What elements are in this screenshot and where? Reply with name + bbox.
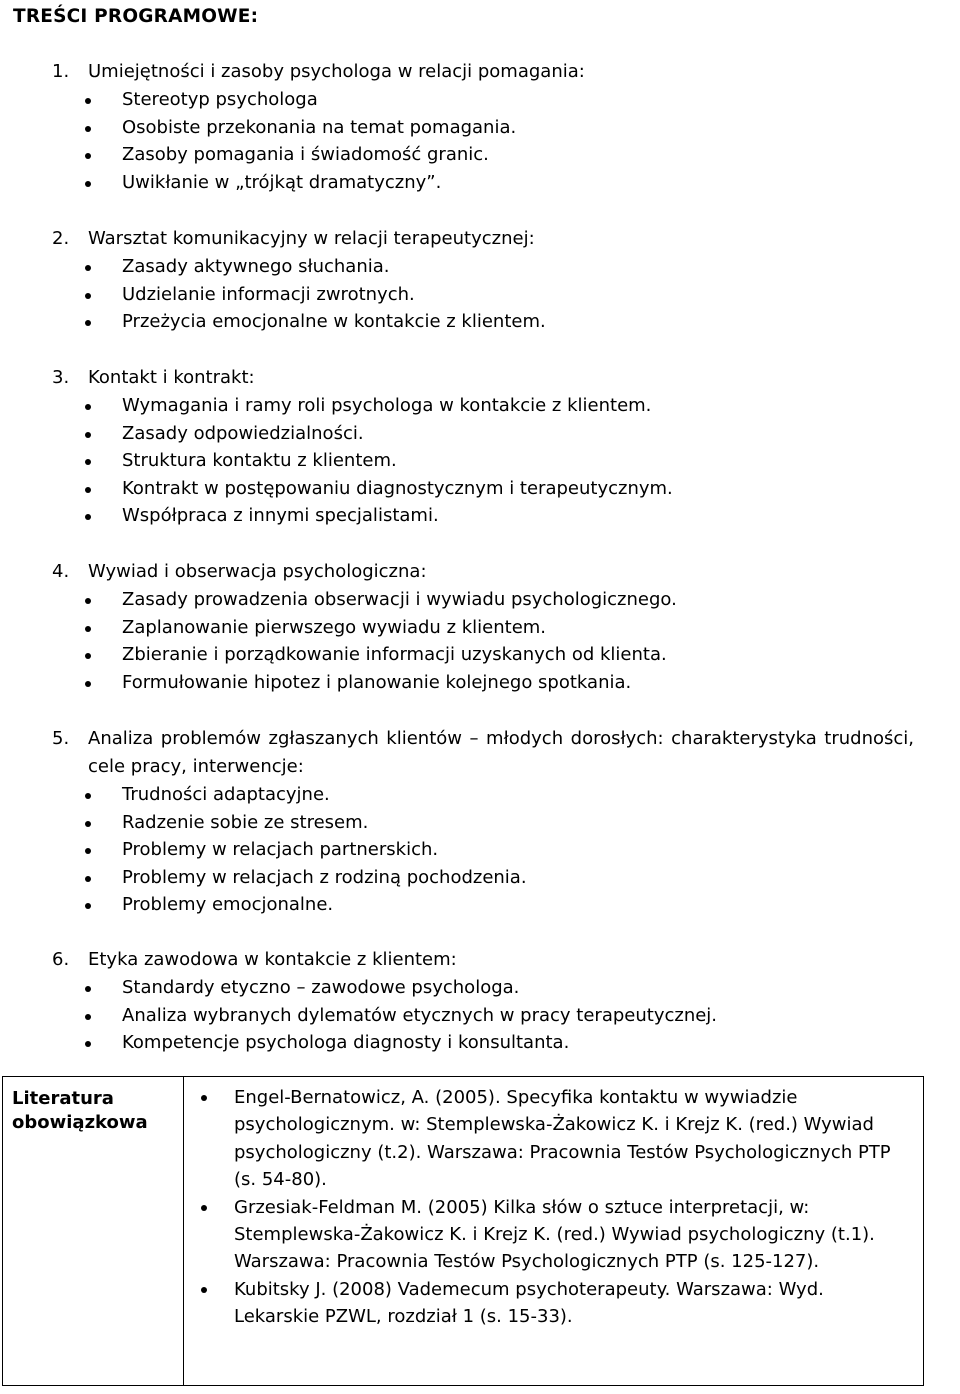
section-items (0, 781, 960, 919)
section-items (0, 253, 960, 336)
list-item-text: Zasoby pomagania i świadomość granic. (122, 144, 489, 166)
section-title-text: Umiejętności i zasoby psychologa w relacji pomagania: (88, 61, 585, 82)
section-4 (0, 558, 960, 696)
section-title-text: Warsztat komunikacyjny w relacji terapeutycznej: (88, 228, 535, 249)
section-items (0, 86, 960, 196)
bullet-icon (85, 514, 91, 520)
table-divider (183, 1077, 184, 1385)
list-item (0, 781, 960, 809)
bullet-icon (85, 626, 91, 632)
section-number: 3. (52, 367, 70, 388)
literature-item-text: Engel-Bernatowicz, A. (2005). Specyfika kontaktu w wywiadzie psychologicznym. w: Stemplewska-Żakowicz K. i Krejz K. (red.) Wywiad psychologiczny (t.2). Warszawa: Pracownia Testów Psychologicznych PTP (s. 54-80). (234, 1087, 891, 1191)
list-item-text: Zasady odpowiedzialności. (122, 422, 364, 444)
list-item (0, 669, 960, 697)
section-title (0, 558, 960, 586)
bullet-icon (85, 265, 91, 271)
list-item (0, 281, 960, 309)
list-item (0, 864, 960, 892)
list-item (0, 586, 960, 614)
section-title-text: Kontakt i kontrakt: (88, 367, 255, 388)
list-item-text: Stereotyp psychologa (122, 89, 318, 110)
literature-item (185, 1276, 909, 1331)
list-item (0, 614, 960, 642)
section-items (0, 974, 960, 1057)
section-2 (0, 225, 960, 336)
list-item (0, 502, 960, 530)
list-item (0, 169, 960, 197)
literature-item-text: Grzesiak-Feldman M. (2005) Kilka słów o sztuce interpretacji, w: Stemplewska-Żakowicz K. i Krejz K. (red.) Wywiad psychologiczny (t.1). Warszawa: Pracownia Testów Psychologicznych PTP (s. 125-127). (234, 1196, 875, 1273)
list-item-text: Zaplanowanie pierwszego wywiadu z klientem. (122, 616, 547, 638)
list-item (0, 1029, 960, 1057)
bullet-icon (201, 1205, 207, 1211)
section-number: 1. (52, 61, 70, 82)
bullet-icon (85, 181, 91, 187)
bullet-icon (85, 432, 91, 438)
list-item-text: Analiza wybranych dylematów etycznych w pracy terapeutycznej. (122, 1004, 718, 1026)
section-title (0, 946, 960, 974)
list-item-text: Udzielanie informacji zwrotnych. (122, 283, 415, 305)
list-item-text: Problemy w relacjach z rodziną pochodzenia. (122, 866, 527, 888)
section-number: 6. (52, 949, 70, 970)
section-title-text: Etyka zawodowa w kontakcie z klientem: (88, 949, 457, 970)
list-item (0, 1002, 960, 1030)
bullet-icon (85, 681, 91, 687)
section-3 (0, 364, 960, 530)
section-items (0, 392, 960, 530)
section-title (0, 725, 960, 781)
list-item (0, 475, 960, 503)
bullet-icon (85, 404, 91, 410)
bullet-icon (85, 487, 91, 493)
section-title-text: Wywiad i obserwacja psychologiczna: (88, 561, 427, 582)
section-title (0, 364, 960, 392)
literature-label: Literatura obowiązkowa (12, 1088, 148, 1133)
list-item (0, 809, 960, 837)
bullet-icon (85, 876, 91, 882)
page-heading: TREŚCI PROGRAMOWE: (13, 6, 259, 27)
list-item (0, 86, 960, 114)
list-item-text: Współpraca z innymi specjalistami. (122, 505, 439, 527)
section-number: 5. (52, 728, 70, 749)
list-item-text: Kontrakt w postępowaniu diagnostycznym i terapeutycznym. (122, 477, 673, 499)
list-item (0, 308, 960, 336)
list-item (0, 253, 960, 281)
bullet-icon (85, 653, 91, 659)
section-title-text: Analiza problemów zgłaszanych klientów – młodych dorosłych: charakterystyka trudności, cele pracy, interwencje: (88, 728, 914, 777)
section-5 (0, 725, 960, 919)
list-item (0, 891, 960, 919)
bullet-icon (85, 821, 91, 827)
literature-table (2, 1076, 924, 1386)
list-item-text: Uwikłanie w „trójkąt dramatyczny”. (122, 171, 442, 193)
list-item (0, 447, 960, 475)
list-item-text: Zasady prowadzenia obserwacji i wywiadu psychologicznego. (122, 589, 677, 610)
bullet-icon (85, 793, 91, 799)
list-item-text: Wymagania i ramy roli psychologa w kontakcie z klientem. (122, 395, 652, 416)
list-item-text: Problemy w relacjach partnerskich. (122, 839, 439, 861)
bullet-icon (85, 848, 91, 854)
literature-list (185, 1084, 909, 1331)
list-item (0, 836, 960, 864)
bullet-icon (85, 598, 91, 604)
bullet-icon (85, 1041, 91, 1047)
bullet-icon (85, 320, 91, 326)
bullet-icon (85, 903, 91, 909)
bullet-icon (201, 1287, 207, 1293)
literature-item (185, 1194, 909, 1276)
list-item (0, 141, 960, 169)
bullet-icon (85, 459, 91, 465)
list-item-text: Osobiste przekonania na temat pomagania. (122, 116, 517, 138)
literature-item (185, 1084, 909, 1194)
section-number: 2. (52, 228, 70, 249)
literature-item-text: Kubitsky J. (2008) Vademecum psychoterapeuty. Warszawa: Wyd. Lekarskie PZWL, rozdział 1 (s. 15-33). (234, 1278, 824, 1328)
list-item (0, 392, 960, 420)
bullet-icon (85, 1014, 91, 1020)
list-item-text: Kompetencje psychologa diagnosty i konsultanta. (122, 1032, 570, 1054)
list-item-text: Zbieranie i porządkowanie informacji uzyskanych od klienta. (122, 644, 667, 666)
bullet-icon (85, 98, 91, 104)
list-item-text: Standardy etyczno – zawodowe psychologa. (122, 977, 520, 998)
list-item-text: Problemy emocjonalne. (122, 894, 334, 916)
list-item (0, 641, 960, 669)
bullet-icon (201, 1095, 207, 1101)
section-1 (0, 58, 960, 196)
section-title (0, 58, 960, 86)
bullet-icon (85, 986, 91, 992)
list-item-text: Radzenie sobie ze stresem. (122, 811, 369, 833)
list-item-text: Formułowanie hipotez i planowanie kolejnego spotkania. (122, 671, 632, 693)
bullet-icon (85, 153, 91, 159)
bullet-icon (85, 126, 91, 132)
bullet-icon (85, 293, 91, 299)
list-item-text: Przeżycia emocjonalne w kontakcie z klientem. (122, 311, 546, 333)
list-item (0, 974, 960, 1002)
section-title (0, 225, 960, 253)
section-6 (0, 946, 960, 1057)
list-item-text: Trudności adaptacyjne. (122, 784, 330, 805)
list-item (0, 420, 960, 448)
section-items (0, 586, 960, 696)
list-item (0, 114, 960, 142)
section-number: 4. (52, 561, 70, 582)
list-item-text: Struktura kontaktu z klientem. (122, 450, 397, 472)
list-item-text: Zasady aktywnego słuchania. (122, 256, 390, 277)
